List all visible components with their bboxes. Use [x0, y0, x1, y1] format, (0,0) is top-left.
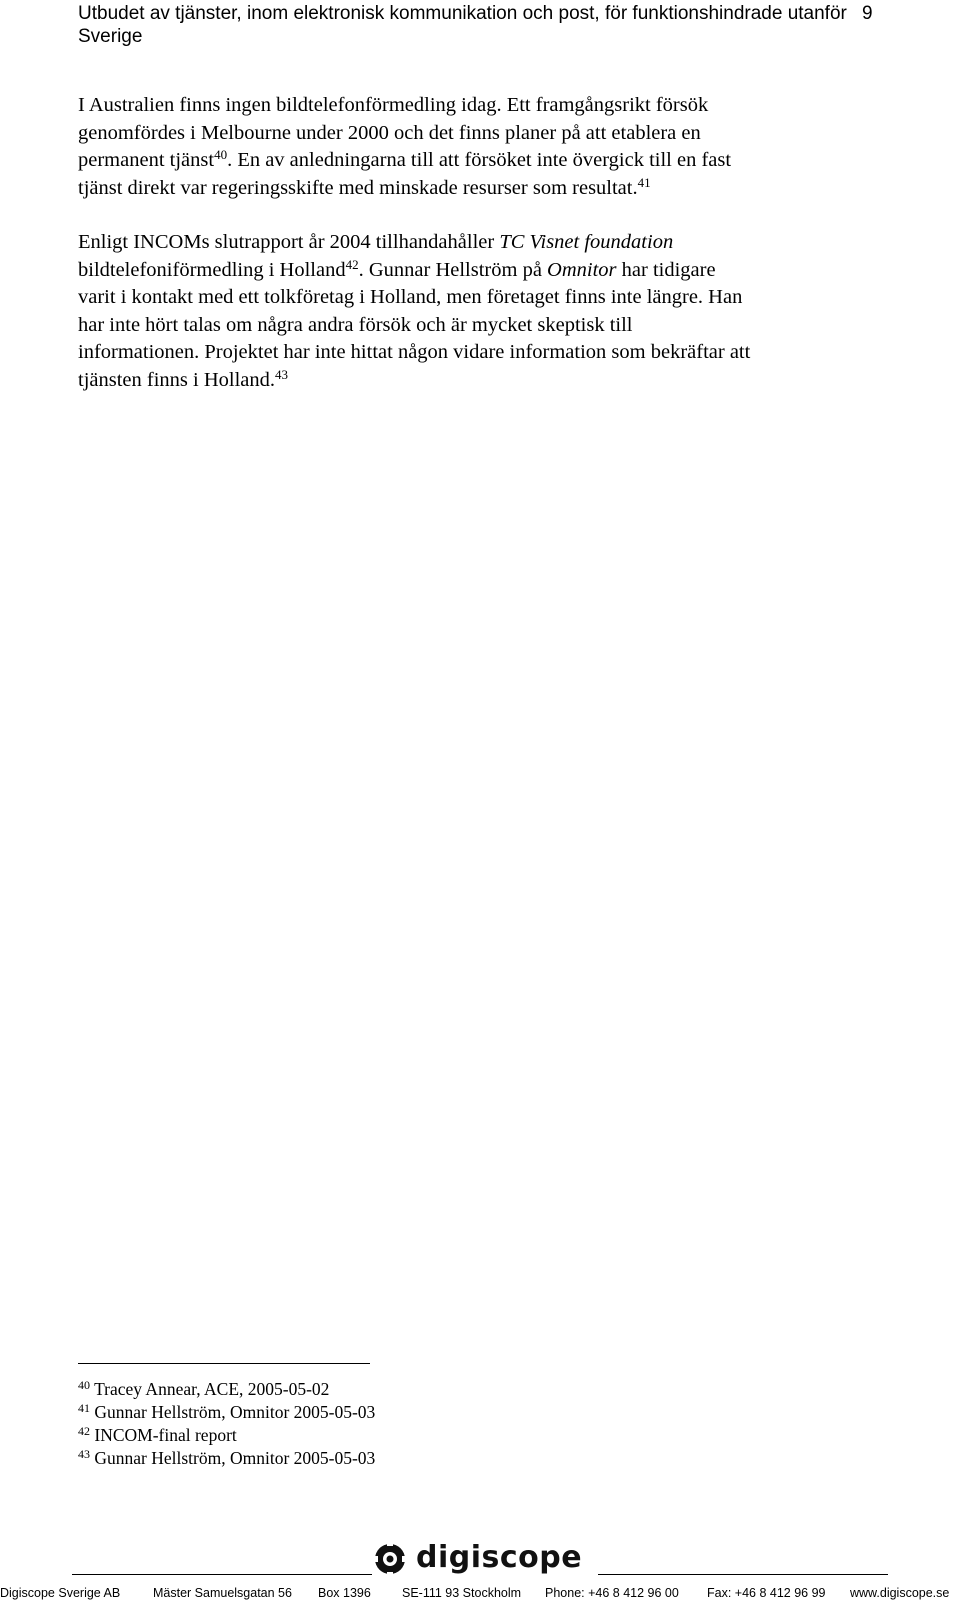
footnote-number: 42 — [78, 1424, 90, 1438]
text-fragment: tjänsten finns i Holland. — [78, 368, 276, 391]
footnote-item — [78, 1424, 375, 1447]
footnote-number: 43 — [78, 1447, 90, 1461]
footnote-number: 40 — [78, 1378, 90, 1392]
text-line — [78, 257, 878, 285]
page-number: 9 — [862, 3, 873, 24]
footer-street: Mäster Samuelsgatan 56 — [153, 1586, 292, 1600]
footnote-item — [78, 1401, 375, 1424]
text-line — [78, 175, 878, 203]
italic-term: Omnitor — [547, 258, 617, 281]
text-line — [78, 147, 878, 175]
footer-postal: SE-111 93 Stockholm — [402, 1586, 522, 1600]
text-line — [78, 367, 878, 395]
digiscope-logo — [370, 1538, 610, 1580]
footnote-item — [78, 1447, 375, 1470]
footer-web: www.digiscope.se — [850, 1586, 950, 1600]
text-fragment: tjänst direkt var regeringsskifte med minskade resurser som resultat. — [78, 176, 638, 199]
text-fragment: . En av anledningarna till att försöket inte övergick till en fast — [227, 149, 732, 171]
text-line — [78, 229, 878, 257]
text-fragment: har tidigare — [616, 258, 716, 281]
footnote-separator — [78, 1363, 370, 1364]
footer-company: Digiscope Sverige AB — [0, 1586, 121, 1600]
paragraph-australia — [78, 92, 878, 202]
footnote-text: Gunnar Hellström, Omnitor 2005-05-03 — [94, 1402, 376, 1422]
text-line: informationen. Projektet har inte hittat någon vidare information som bekräftar att — [78, 341, 751, 363]
paragraph-holland — [78, 229, 878, 394]
text-fragment: Enligt INCOMs slutrapport år 2004 tillhandahåller — [78, 231, 500, 253]
footnote-ref-43: 43 — [275, 366, 289, 382]
text-line: I Australien finns ingen bildtelefonförmedling idag. Ett framgångsrikt försök — [78, 94, 709, 116]
logo-wordmark: digiscope — [416, 1540, 583, 1575]
footnote-number: 41 — [78, 1401, 90, 1415]
footer-rule-left — [72, 1574, 372, 1575]
italic-term: TC Visnet foundation — [499, 231, 674, 253]
footnote-ref-40: 40 — [214, 147, 228, 162]
digiscope-logo-icon — [370, 1540, 412, 1578]
text-line: varit i kontakt med ett tolkföretag i Holland, men företaget finns inte längre. Han — [78, 286, 743, 308]
footnote-item — [78, 1378, 375, 1401]
footer-phone: Phone: +46 8 412 96 00 — [545, 1586, 679, 1600]
text-fragment: permanent tjänst — [78, 149, 215, 171]
footer-rule-right — [598, 1574, 888, 1575]
footnote-text: Tracey Annear, ACE, 2005-05-02 — [94, 1379, 330, 1399]
text-fragment: bildtelefoniförmedling i Holland — [78, 258, 346, 281]
footnote-ref-41: 41 — [637, 174, 651, 190]
text-fragment: . Gunnar Hellström på — [358, 258, 548, 281]
footnotes — [78, 1378, 375, 1470]
footnote-text: Gunnar Hellström, Omnitor 2005-05-03 — [94, 1448, 376, 1468]
footnote-ref-42: 42 — [345, 256, 359, 272]
text-line: har inte hört talas om några andra försök och är mycket skeptisk till — [78, 313, 633, 336]
footnote-text: INCOM-final report — [94, 1425, 237, 1445]
page-header-title: Utbudet av tjänster, inom elektronisk kommunikation och post, för funktionshindrade utanför Sverige — [78, 3, 847, 47]
text-line: genomfördes i Melbourne under 2000 och det finns planer på att etablera en — [78, 121, 701, 144]
footer-box: Box 1396 — [318, 1586, 371, 1600]
footer-fax: Fax: +46 8 412 96 99 — [707, 1586, 826, 1600]
